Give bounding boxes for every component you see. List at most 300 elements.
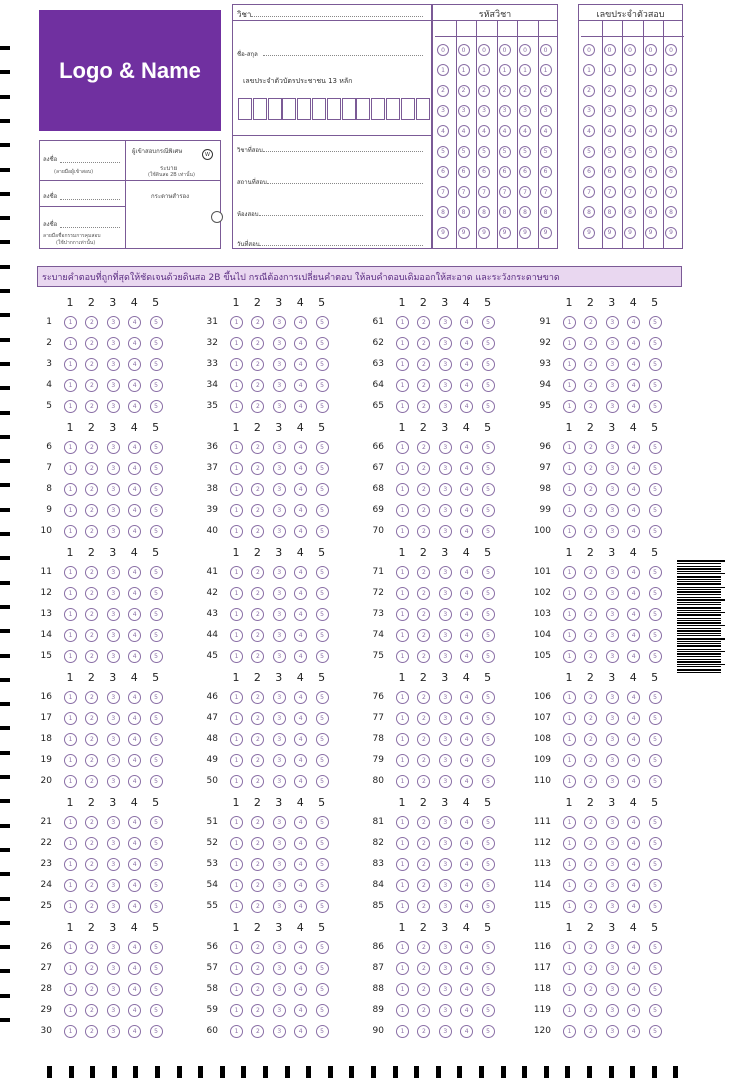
- answer-bubble[interactable]: 5: [649, 650, 662, 663]
- answer-bubble[interactable]: 4: [128, 337, 141, 350]
- answer-bubble[interactable]: 4: [128, 650, 141, 663]
- answer-bubble[interactable]: 4: [294, 858, 307, 871]
- answer-bubble[interactable]: 1: [230, 358, 243, 371]
- answer-bubble[interactable]: 3: [439, 858, 452, 871]
- answer-bubble[interactable]: 3: [273, 733, 286, 746]
- answer-bubble[interactable]: 5: [150, 337, 163, 350]
- answer-bubble[interactable]: 4: [627, 879, 640, 892]
- answer-bubble[interactable]: 1: [230, 566, 243, 579]
- answer-bubble[interactable]: 1: [563, 566, 576, 579]
- answer-bubble[interactable]: 5: [150, 962, 163, 975]
- answer-bubble[interactable]: 5: [482, 462, 495, 475]
- answer-bubble[interactable]: 5: [482, 879, 495, 892]
- answer-bubble[interactable]: 4: [294, 837, 307, 850]
- answer-bubble[interactable]: 3: [273, 316, 286, 329]
- answer-bubble[interactable]: 4: [128, 754, 141, 767]
- answer-bubble[interactable]: 4: [294, 629, 307, 642]
- answer-bubble[interactable]: 3: [439, 941, 452, 954]
- answer-bubble[interactable]: 3: [439, 441, 452, 454]
- answer-bubble[interactable]: 4: [627, 337, 640, 350]
- digit-bubble[interactable]: 5: [540, 146, 552, 158]
- answer-bubble[interactable]: 5: [150, 358, 163, 371]
- answer-bubble[interactable]: 5: [150, 379, 163, 392]
- answer-bubble[interactable]: 2: [417, 900, 430, 913]
- digit-bubble[interactable]: 6: [478, 166, 490, 178]
- answer-bubble[interactable]: 1: [396, 858, 409, 871]
- digit-bubble[interactable]: 6: [499, 166, 511, 178]
- answer-bubble[interactable]: 2: [85, 712, 98, 725]
- answer-bubble[interactable]: 3: [273, 879, 286, 892]
- answer-bubble[interactable]: 4: [627, 650, 640, 663]
- answer-bubble[interactable]: 4: [627, 775, 640, 788]
- answer-bubble[interactable]: 5: [150, 983, 163, 996]
- answer-bubble[interactable]: 1: [396, 941, 409, 954]
- answer-bubble[interactable]: 5: [316, 566, 329, 579]
- answer-bubble[interactable]: 1: [563, 879, 576, 892]
- answer-bubble[interactable]: 2: [417, 941, 430, 954]
- answer-bubble[interactable]: 1: [563, 650, 576, 663]
- answer-bubble[interactable]: 3: [107, 316, 120, 329]
- write-in-box[interactable]: [602, 21, 623, 37]
- answer-bubble[interactable]: 2: [251, 504, 264, 517]
- answer-bubble[interactable]: 4: [460, 483, 473, 496]
- answer-bubble[interactable]: 4: [460, 629, 473, 642]
- answer-bubble[interactable]: 2: [584, 337, 597, 350]
- digit-bubble[interactable]: 9: [604, 227, 616, 239]
- digit-bubble[interactable]: 3: [665, 105, 677, 117]
- digit-bubble[interactable]: 0: [540, 44, 552, 56]
- answer-bubble[interactable]: 1: [396, 816, 409, 829]
- answer-bubble[interactable]: 3: [273, 525, 286, 538]
- answer-bubble[interactable]: 3: [606, 879, 619, 892]
- answer-bubble[interactable]: 2: [251, 691, 264, 704]
- digit-bubble[interactable]: 1: [519, 64, 531, 76]
- digit-bubble[interactable]: 4: [645, 125, 657, 137]
- answer-bubble[interactable]: 2: [251, 712, 264, 725]
- id-digit-box[interactable]: [386, 98, 400, 120]
- answer-bubble[interactable]: 3: [439, 608, 452, 621]
- answer-bubble[interactable]: 5: [150, 587, 163, 600]
- answer-bubble[interactable]: 1: [64, 608, 77, 621]
- answer-bubble[interactable]: 1: [64, 962, 77, 975]
- answer-bubble[interactable]: 2: [584, 566, 597, 579]
- answer-bubble[interactable]: 5: [482, 941, 495, 954]
- answer-bubble[interactable]: 1: [230, 691, 243, 704]
- answer-bubble[interactable]: 3: [606, 837, 619, 850]
- answer-bubble[interactable]: 2: [251, 754, 264, 767]
- answer-bubble[interactable]: 2: [251, 1004, 264, 1017]
- digit-bubble[interactable]: 3: [540, 105, 552, 117]
- answer-bubble[interactable]: 5: [150, 608, 163, 621]
- answer-bubble[interactable]: 3: [606, 400, 619, 413]
- answer-bubble[interactable]: 3: [273, 816, 286, 829]
- digit-bubble[interactable]: 0: [458, 44, 470, 56]
- digit-bubble[interactable]: 3: [624, 105, 636, 117]
- digit-bubble[interactable]: 1: [458, 64, 470, 76]
- answer-bubble[interactable]: 5: [649, 837, 662, 850]
- answer-bubble[interactable]: 1: [396, 462, 409, 475]
- digit-bubble[interactable]: 9: [665, 227, 677, 239]
- answer-bubble[interactable]: 1: [64, 379, 77, 392]
- answer-bubble[interactable]: 5: [316, 462, 329, 475]
- answer-bubble[interactable]: 1: [563, 462, 576, 475]
- answer-bubble[interactable]: 2: [85, 504, 98, 517]
- answer-bubble[interactable]: 1: [230, 316, 243, 329]
- answer-bubble[interactable]: 3: [273, 900, 286, 913]
- answer-bubble[interactable]: 4: [627, 816, 640, 829]
- answer-bubble[interactable]: 1: [563, 337, 576, 350]
- answer-bubble[interactable]: 3: [439, 462, 452, 475]
- answer-bubble[interactable]: 5: [482, 775, 495, 788]
- answer-bubble[interactable]: 1: [64, 858, 77, 871]
- digit-bubble[interactable]: 6: [458, 166, 470, 178]
- answer-bubble[interactable]: 2: [251, 983, 264, 996]
- answer-bubble[interactable]: 1: [396, 441, 409, 454]
- id-digit-box[interactable]: [312, 98, 326, 120]
- answer-bubble[interactable]: 3: [107, 462, 120, 475]
- id-digit-box[interactable]: [327, 98, 341, 120]
- answer-bubble[interactable]: 2: [251, 858, 264, 871]
- answer-bubble[interactable]: 2: [251, 733, 264, 746]
- answer-bubble[interactable]: 2: [417, 983, 430, 996]
- answer-bubble[interactable]: 2: [417, 379, 430, 392]
- answer-bubble[interactable]: 5: [482, 650, 495, 663]
- answer-bubble[interactable]: 5: [649, 962, 662, 975]
- answer-bubble[interactable]: 3: [107, 587, 120, 600]
- write-in-box[interactable]: [581, 21, 602, 37]
- answer-bubble[interactable]: 2: [417, 483, 430, 496]
- digit-bubble[interactable]: 7: [540, 186, 552, 198]
- answer-bubble[interactable]: 2: [584, 400, 597, 413]
- answer-bubble[interactable]: 3: [273, 837, 286, 850]
- answer-bubble[interactable]: 5: [482, 754, 495, 767]
- digit-bubble[interactable]: 0: [624, 44, 636, 56]
- answer-bubble[interactable]: 1: [64, 775, 77, 788]
- answer-bubble[interactable]: 3: [273, 650, 286, 663]
- answer-bubble[interactable]: 5: [649, 900, 662, 913]
- answer-bubble[interactable]: 5: [482, 858, 495, 871]
- digit-bubble[interactable]: 3: [478, 105, 490, 117]
- digit-bubble[interactable]: 5: [458, 146, 470, 158]
- answer-bubble[interactable]: 1: [64, 983, 77, 996]
- digit-bubble[interactable]: 5: [665, 146, 677, 158]
- answer-bubble[interactable]: 3: [439, 691, 452, 704]
- answer-bubble[interactable]: 1: [230, 400, 243, 413]
- answer-bubble[interactable]: 4: [627, 858, 640, 871]
- answer-bubble[interactable]: 3: [606, 941, 619, 954]
- answer-bubble[interactable]: 4: [294, 816, 307, 829]
- answer-bubble[interactable]: 4: [627, 691, 640, 704]
- answer-bubble[interactable]: 5: [150, 733, 163, 746]
- answer-bubble[interactable]: 4: [128, 587, 141, 600]
- answer-bubble[interactable]: 3: [273, 754, 286, 767]
- digit-bubble[interactable]: 5: [645, 146, 657, 158]
- answer-bubble[interactable]: 2: [85, 733, 98, 746]
- digit-bubble[interactable]: 3: [519, 105, 531, 117]
- answer-bubble[interactable]: 4: [627, 608, 640, 621]
- answer-bubble[interactable]: 3: [439, 900, 452, 913]
- answer-bubble[interactable]: 5: [150, 879, 163, 892]
- digit-bubble[interactable]: 8: [540, 206, 552, 218]
- digit-bubble[interactable]: 6: [624, 166, 636, 178]
- answer-bubble[interactable]: 2: [251, 337, 264, 350]
- digit-bubble[interactable]: 7: [437, 186, 449, 198]
- answer-bubble[interactable]: 2: [85, 587, 98, 600]
- answer-bubble[interactable]: 4: [627, 316, 640, 329]
- answer-bubble[interactable]: 4: [627, 358, 640, 371]
- answer-bubble[interactable]: 4: [128, 900, 141, 913]
- answer-bubble[interactable]: 4: [460, 358, 473, 371]
- id-digit-box[interactable]: [416, 98, 430, 120]
- answer-bubble[interactable]: 5: [316, 900, 329, 913]
- answer-bubble[interactable]: 5: [482, 816, 495, 829]
- answer-bubble[interactable]: 3: [107, 608, 120, 621]
- digit-bubble[interactable]: 7: [645, 186, 657, 198]
- answer-bubble[interactable]: 5: [150, 504, 163, 517]
- answer-bubble[interactable]: 5: [649, 608, 662, 621]
- answer-bubble[interactable]: 1: [230, 337, 243, 350]
- answer-bubble[interactable]: 5: [649, 691, 662, 704]
- answer-bubble[interactable]: 2: [251, 1025, 264, 1038]
- answer-bubble[interactable]: 2: [417, 754, 430, 767]
- answer-bubble[interactable]: 4: [460, 650, 473, 663]
- answer-bubble[interactable]: 2: [417, 1025, 430, 1038]
- answer-bubble[interactable]: 1: [563, 1025, 576, 1038]
- answer-bubble[interactable]: 5: [649, 712, 662, 725]
- answer-bubble[interactable]: 3: [107, 858, 120, 871]
- answer-bubble[interactable]: 3: [439, 816, 452, 829]
- answer-bubble[interactable]: 5: [150, 316, 163, 329]
- answer-bubble[interactable]: 1: [396, 316, 409, 329]
- answer-bubble[interactable]: 5: [649, 566, 662, 579]
- answer-bubble[interactable]: 3: [107, 816, 120, 829]
- id-digit-box[interactable]: [253, 98, 267, 120]
- answer-bubble[interactable]: 4: [627, 483, 640, 496]
- answer-bubble[interactable]: 5: [316, 379, 329, 392]
- answer-bubble[interactable]: 3: [439, 316, 452, 329]
- answer-bubble[interactable]: 3: [439, 358, 452, 371]
- answer-bubble[interactable]: 1: [396, 629, 409, 642]
- answer-bubble[interactable]: 3: [107, 504, 120, 517]
- answer-bubble[interactable]: 2: [85, 358, 98, 371]
- answer-bubble[interactable]: 5: [649, 462, 662, 475]
- answer-bubble[interactable]: 2: [85, 629, 98, 642]
- answer-bubble[interactable]: 1: [64, 525, 77, 538]
- answer-bubble[interactable]: 5: [316, 400, 329, 413]
- answer-bubble[interactable]: 3: [439, 983, 452, 996]
- answer-bubble[interactable]: 1: [230, 504, 243, 517]
- answer-bubble[interactable]: 3: [606, 316, 619, 329]
- digit-bubble[interactable]: 0: [645, 44, 657, 56]
- answer-bubble[interactable]: 2: [85, 691, 98, 704]
- answer-bubble[interactable]: 3: [606, 1004, 619, 1017]
- answer-bubble[interactable]: 1: [230, 775, 243, 788]
- answer-bubble[interactable]: 2: [85, 754, 98, 767]
- answer-bubble[interactable]: 5: [649, 358, 662, 371]
- answer-bubble[interactable]: 4: [294, 400, 307, 413]
- answer-bubble[interactable]: 3: [273, 983, 286, 996]
- answer-bubble[interactable]: 1: [230, 962, 243, 975]
- answer-bubble[interactable]: 1: [563, 608, 576, 621]
- digit-bubble[interactable]: 8: [478, 206, 490, 218]
- write-in-box[interactable]: [663, 21, 684, 37]
- special-candidate-bubble[interactable]: W: [202, 149, 213, 160]
- answer-bubble[interactable]: 5: [316, 1004, 329, 1017]
- answer-bubble[interactable]: 1: [230, 837, 243, 850]
- digit-bubble[interactable]: 3: [645, 105, 657, 117]
- answer-bubble[interactable]: 1: [563, 733, 576, 746]
- answer-bubble[interactable]: 5: [316, 983, 329, 996]
- answer-bubble[interactable]: 2: [584, 837, 597, 850]
- digit-bubble[interactable]: 5: [478, 146, 490, 158]
- digit-bubble[interactable]: 2: [458, 85, 470, 97]
- digit-bubble[interactable]: 5: [499, 146, 511, 158]
- answer-bubble[interactable]: 4: [294, 1025, 307, 1038]
- answer-bubble[interactable]: 4: [128, 400, 141, 413]
- answer-bubble[interactable]: 4: [128, 358, 141, 371]
- answer-bubble[interactable]: 5: [150, 441, 163, 454]
- digit-bubble[interactable]: 4: [519, 125, 531, 137]
- answer-bubble[interactable]: 1: [563, 983, 576, 996]
- answer-bubble[interactable]: 3: [439, 379, 452, 392]
- answer-bubble[interactable]: 3: [273, 775, 286, 788]
- answer-bubble[interactable]: 1: [396, 504, 409, 517]
- digit-bubble[interactable]: 4: [665, 125, 677, 137]
- answer-bubble[interactable]: 3: [606, 566, 619, 579]
- digit-bubble[interactable]: 8: [519, 206, 531, 218]
- answer-bubble[interactable]: 2: [85, 837, 98, 850]
- answer-bubble[interactable]: 5: [482, 400, 495, 413]
- answer-bubble[interactable]: 5: [150, 900, 163, 913]
- answer-bubble[interactable]: 1: [230, 712, 243, 725]
- answer-bubble[interactable]: 2: [584, 525, 597, 538]
- answer-bubble[interactable]: 4: [128, 379, 141, 392]
- answer-bubble[interactable]: 1: [563, 441, 576, 454]
- answer-bubble[interactable]: 2: [584, 754, 597, 767]
- answer-bubble[interactable]: 4: [627, 587, 640, 600]
- answer-bubble[interactable]: 5: [150, 525, 163, 538]
- answer-bubble[interactable]: 1: [64, 566, 77, 579]
- answer-bubble[interactable]: 1: [64, 900, 77, 913]
- answer-bubble[interactable]: 4: [128, 462, 141, 475]
- answer-bubble[interactable]: 2: [584, 462, 597, 475]
- answer-bubble[interactable]: 1: [230, 608, 243, 621]
- answer-bubble[interactable]: 2: [251, 400, 264, 413]
- answer-bubble[interactable]: 4: [627, 1004, 640, 1017]
- digit-bubble[interactable]: 9: [437, 227, 449, 239]
- answer-bubble[interactable]: 2: [584, 587, 597, 600]
- answer-bubble[interactable]: 1: [563, 629, 576, 642]
- answer-bubble[interactable]: 5: [482, 733, 495, 746]
- answer-bubble[interactable]: 3: [107, 941, 120, 954]
- digit-bubble[interactable]: 0: [499, 44, 511, 56]
- answer-bubble[interactable]: 4: [294, 733, 307, 746]
- answer-bubble[interactable]: 2: [584, 900, 597, 913]
- answer-bubble[interactable]: 3: [107, 1004, 120, 1017]
- answer-bubble[interactable]: 2: [584, 816, 597, 829]
- answer-bubble[interactable]: 4: [294, 608, 307, 621]
- answer-bubble[interactable]: 1: [563, 504, 576, 517]
- answer-bubble[interactable]: 2: [251, 900, 264, 913]
- answer-bubble[interactable]: 3: [107, 441, 120, 454]
- answer-bubble[interactable]: 1: [396, 983, 409, 996]
- answer-bubble[interactable]: 3: [606, 587, 619, 600]
- answer-bubble[interactable]: 4: [460, 504, 473, 517]
- answer-bubble[interactable]: 2: [85, 566, 98, 579]
- digit-bubble[interactable]: 6: [604, 166, 616, 178]
- answer-bubble[interactable]: 5: [649, 754, 662, 767]
- answer-bubble[interactable]: 4: [627, 754, 640, 767]
- answer-bubble[interactable]: 3: [439, 1025, 452, 1038]
- digit-bubble[interactable]: 2: [604, 85, 616, 97]
- answer-bubble[interactable]: 3: [273, 712, 286, 725]
- answer-bubble[interactable]: 2: [417, 587, 430, 600]
- answer-bubble[interactable]: 2: [417, 650, 430, 663]
- answer-bubble[interactable]: 3: [273, 691, 286, 704]
- answer-bubble[interactable]: 3: [273, 337, 286, 350]
- answer-bubble[interactable]: 5: [316, 691, 329, 704]
- answer-bubble[interactable]: 1: [563, 379, 576, 392]
- answer-bubble[interactable]: 5: [482, 504, 495, 517]
- answer-bubble[interactable]: 3: [107, 775, 120, 788]
- answer-bubble[interactable]: 5: [482, 587, 495, 600]
- answer-bubble[interactable]: 2: [85, 316, 98, 329]
- answer-bubble[interactable]: 5: [316, 441, 329, 454]
- answer-bubble[interactable]: 4: [460, 941, 473, 954]
- answer-bubble[interactable]: 2: [584, 483, 597, 496]
- answer-bubble[interactable]: 3: [606, 504, 619, 517]
- answer-bubble[interactable]: 3: [273, 379, 286, 392]
- answer-bubble[interactable]: 1: [64, 483, 77, 496]
- answer-bubble[interactable]: 5: [316, 1025, 329, 1038]
- answer-bubble[interactable]: 2: [417, 837, 430, 850]
- digit-bubble[interactable]: 4: [624, 125, 636, 137]
- answer-bubble[interactable]: 3: [107, 483, 120, 496]
- answer-bubble[interactable]: 5: [649, 316, 662, 329]
- answer-bubble[interactable]: 4: [627, 837, 640, 850]
- digit-bubble[interactable]: 6: [437, 166, 449, 178]
- answer-bubble[interactable]: 2: [251, 525, 264, 538]
- answer-bubble[interactable]: 5: [316, 712, 329, 725]
- answer-bubble[interactable]: 2: [251, 941, 264, 954]
- answer-bubble[interactable]: 4: [627, 379, 640, 392]
- answer-bubble[interactable]: 1: [396, 900, 409, 913]
- answer-bubble[interactable]: 2: [584, 379, 597, 392]
- answer-bubble[interactable]: 1: [64, 358, 77, 371]
- answer-bubble[interactable]: 1: [563, 358, 576, 371]
- write-in-box[interactable]: [476, 21, 497, 37]
- answer-bubble[interactable]: 5: [150, 941, 163, 954]
- digit-bubble[interactable]: 9: [499, 227, 511, 239]
- answer-bubble[interactable]: 3: [273, 358, 286, 371]
- answer-bubble[interactable]: 3: [606, 900, 619, 913]
- answer-bubble[interactable]: 2: [584, 629, 597, 642]
- answer-bubble[interactable]: 3: [273, 587, 286, 600]
- answer-bubble[interactable]: 4: [128, 691, 141, 704]
- answer-bubble[interactable]: 3: [107, 691, 120, 704]
- answer-bubble[interactable]: 5: [649, 983, 662, 996]
- answer-bubble[interactable]: 1: [396, 525, 409, 538]
- answer-bubble[interactable]: 4: [460, 441, 473, 454]
- answer-bubble[interactable]: 5: [482, 691, 495, 704]
- answer-bubble[interactable]: 1: [563, 858, 576, 871]
- answer-bubble[interactable]: 2: [85, 441, 98, 454]
- answer-bubble[interactable]: 4: [294, 566, 307, 579]
- answer-bubble[interactable]: 5: [316, 754, 329, 767]
- answer-bubble[interactable]: 2: [417, 441, 430, 454]
- answer-bubble[interactable]: 1: [230, 754, 243, 767]
- answer-bubble[interactable]: 2: [251, 441, 264, 454]
